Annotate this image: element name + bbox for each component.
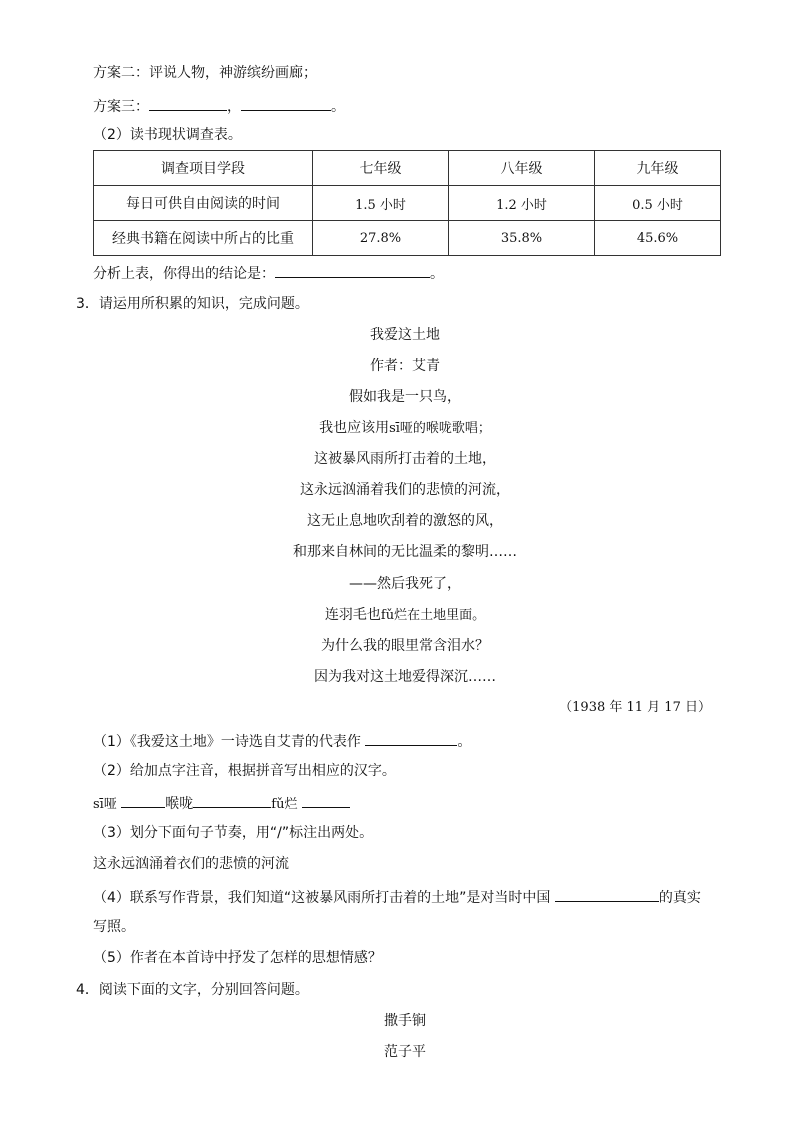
plan-three xyxy=(93,95,345,117)
question-text: 的真实 xyxy=(658,890,701,906)
table-cell: 27.8% xyxy=(313,221,449,256)
poem-line: 为什么我的眼里常含泪水？ xyxy=(321,638,489,654)
sub-question-2: （2）给加点字注音，根据拼音写出相应的汉字。 xyxy=(93,763,396,779)
answer-blank[interactable] xyxy=(275,262,430,278)
question-3-heading: 3．请运用所积累的知识，完成问题。 xyxy=(76,296,309,312)
poem-line: ——然后我死了， xyxy=(349,576,461,592)
story-author: 范子平 xyxy=(384,1044,426,1060)
poem-line xyxy=(0,605,794,626)
table-header-row xyxy=(94,151,721,186)
period: 。 xyxy=(430,266,444,282)
sub-question-4-continued: 写照。 xyxy=(93,919,135,935)
poem-text: sī哑的喉咙歌唱； xyxy=(389,421,491,436)
sub-question-3: （3）划分下面句子节奏，用“/”标注出两处。 xyxy=(93,825,374,841)
question-4-heading: 4．阅读下面的文字，分别回答问题。 xyxy=(76,982,309,998)
story-title: 撒手锏 xyxy=(384,1013,426,1029)
poem-line: 和那来自林间的无比温柔的黎明…… xyxy=(293,544,517,560)
poem-title: 我爱这土地 xyxy=(370,327,440,343)
poem-line: 这无止息地吹刮着的激怒的风， xyxy=(307,513,503,529)
question-text: （4）联系写作背景，我们知道“这被暴风雨所打击着的土地”是对当时中国 xyxy=(93,890,551,906)
plan-three-label: 方案三： xyxy=(93,99,149,115)
poem-date: （1938 年 11 月 17 日） xyxy=(559,700,711,715)
table-header-cell: 调查项目学段 xyxy=(94,151,313,186)
poem-author: 作者：艾青 xyxy=(370,358,440,374)
survey-table-title: （2）读书现状调查表。 xyxy=(93,127,242,143)
plan-two: 方案二：评说人物，神游缤纷画廊； xyxy=(93,65,317,81)
poem-line xyxy=(0,418,794,439)
poem-line: 这被暴风雨所打击着的土地， xyxy=(314,451,496,467)
table-cell: 45.6% xyxy=(595,221,721,256)
survey-table xyxy=(93,150,721,256)
table-row xyxy=(94,186,721,221)
period: 。 xyxy=(331,99,345,115)
table-header-cell: 七年级 xyxy=(313,151,449,186)
table-header-cell: 八年级 xyxy=(449,151,595,186)
pinyin-word: sī哑 xyxy=(93,797,117,812)
answer-blank[interactable] xyxy=(241,95,331,111)
table-header-cell: 九年级 xyxy=(595,151,721,186)
table-cell: 1.5 小时 xyxy=(313,186,449,221)
answer-blank[interactable] xyxy=(555,886,659,902)
sub-question-1 xyxy=(93,730,471,752)
question-text: （1）《我爱这土地》一诗选自艾青的代表作 xyxy=(93,734,361,750)
answer-blank[interactable] xyxy=(193,792,271,808)
sub-question-5: （5）作者在本首诗中抒发了怎样的思想情感？ xyxy=(93,950,382,966)
answer-blank[interactable] xyxy=(149,95,227,111)
table-cell: 1.2 小时 xyxy=(449,186,595,221)
poem-line: 这永远汹涌着我们的悲愤的河流， xyxy=(300,482,510,498)
analysis-prompt: 分析上表，你得出的结论是： xyxy=(93,266,275,282)
pinyin-answers xyxy=(93,792,350,815)
poem-text: 我也应该用 xyxy=(319,420,390,436)
answer-blank[interactable] xyxy=(121,792,165,808)
pinyin-word: fǔ烂 xyxy=(271,797,298,812)
poem-line: 因为我对这土地爱得深沉…… xyxy=(314,669,496,685)
analysis-question xyxy=(93,262,444,284)
pinyin-word: 喉咙 xyxy=(165,796,194,812)
poem-text: 连羽毛也 xyxy=(324,607,381,623)
table-cell: 35.8% xyxy=(449,221,595,256)
table-cell: 每日可供自由阅读的时间 xyxy=(94,186,313,221)
period: 。 xyxy=(457,734,472,750)
sub-question-4 xyxy=(93,886,701,908)
poem-text: fǔ烂在土地里面。 xyxy=(380,608,486,623)
poem-line: 假如我是一只鸟， xyxy=(349,389,461,405)
table-cell: 经典书籍在阅读中所占的比重 xyxy=(94,221,313,256)
answer-blank[interactable] xyxy=(302,792,350,808)
table-row xyxy=(94,221,721,256)
separator: ， xyxy=(227,99,241,115)
rhythm-sentence: 这永远汹涌着衣们的悲愤的河流 xyxy=(93,856,289,872)
answer-blank[interactable] xyxy=(365,730,457,746)
table-cell: 0.5 小时 xyxy=(595,186,721,221)
